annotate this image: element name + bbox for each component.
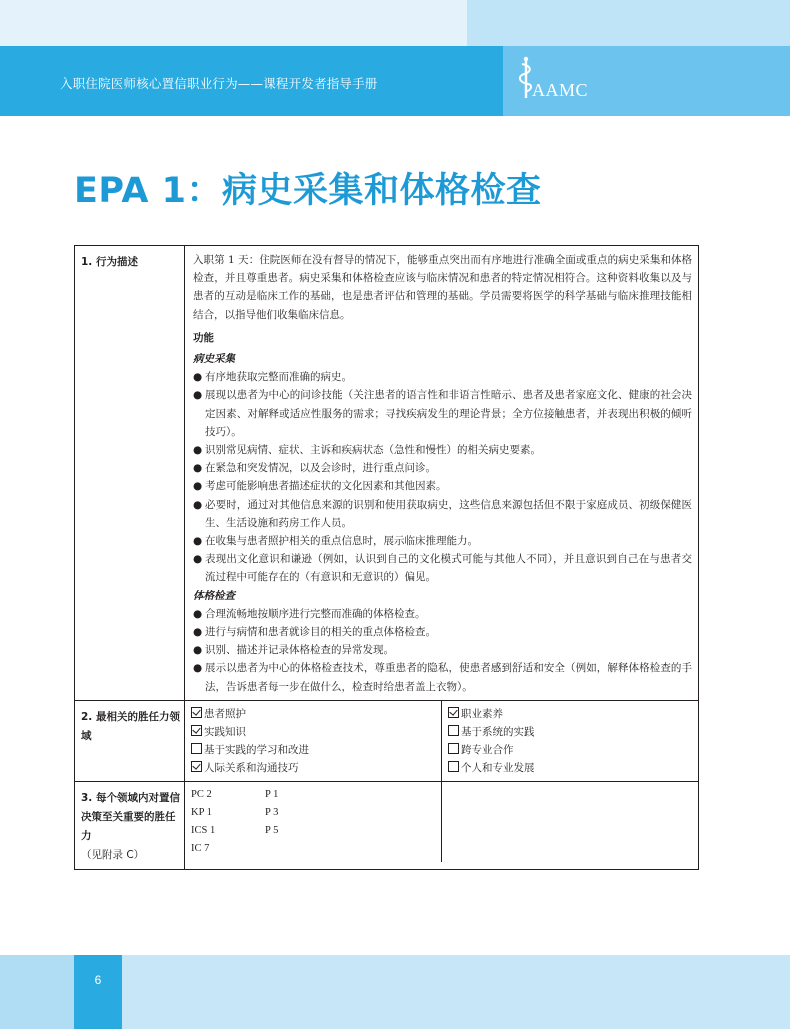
bullet-icon: ● (193, 662, 203, 675)
domain-item (191, 723, 435, 741)
domain-item (448, 723, 692, 741)
checked-box-icon (191, 725, 202, 736)
domain-label: 患者照护 (204, 707, 246, 720)
list-item (193, 623, 692, 641)
list-item (193, 496, 692, 532)
history-label: 病史采集 (193, 353, 235, 366)
row-heading-text: 3. 每个领域内对置信决策至关重要的胜任力 (81, 791, 180, 842)
list-item-text: 展示以患者为中心的体格检查技术，尊重患者的隐私，使患者感到舒适和安全（例如，解释体格检查的手法，告诉患者每一步在做什么，检查时给患者盖上衣物）。 (205, 662, 692, 693)
domain-label: 实践知识 (204, 726, 246, 739)
list-item-text: 进行与病情和患者就诊目的相关的重点体格检查。 (205, 626, 436, 639)
competency-code: PC 2 (191, 788, 212, 800)
logo-text: AAMC (532, 80, 589, 100)
list-item-text: 合理流畅地按顺序进行完整而准确的体格检查。 (205, 607, 426, 620)
competencies-empty-column (441, 782, 698, 862)
appendix-note: （见附录 C） (81, 848, 145, 861)
domain-item (448, 759, 692, 777)
bullet-icon: ● (193, 389, 203, 402)
list-item (193, 659, 692, 695)
list-item (193, 641, 692, 659)
list-item-text: 识别常见病情、症状、主诉和疾病状态（急性和慢性）的相关病史要素。 (205, 444, 541, 457)
empty-box-icon (191, 743, 202, 754)
header-top-accent (467, 0, 790, 46)
competencies-cell (185, 781, 699, 869)
domain-item (448, 741, 692, 759)
list-item (193, 368, 692, 386)
bullet-icon: ● (193, 371, 203, 384)
list-item (193, 605, 692, 623)
exam-list (193, 605, 692, 696)
list-item-text: 有序地获取完整而准确的病史。 (205, 371, 352, 384)
competency-codes (191, 786, 435, 859)
functions-label: 功能 (193, 331, 214, 344)
page-title: EPA 1：病史采集和体格检查 (74, 171, 542, 211)
domains-right-column (441, 701, 698, 781)
domain-item (191, 759, 435, 777)
domain-label: 个人和专业发展 (461, 762, 535, 775)
empty-box-icon (448, 761, 459, 772)
competency-code: P 1 (265, 788, 279, 800)
row-heading-domains (75, 700, 185, 781)
bullet-icon: ● (193, 626, 203, 639)
list-item (193, 532, 692, 550)
competency-code: IC 7 (191, 843, 210, 855)
bullet-icon: ● (193, 535, 203, 548)
footer-left-band (0, 955, 74, 1029)
list-item (193, 550, 692, 586)
epa-table (74, 245, 699, 870)
row-heading-text: 2. 最相关的胜任力领域 (81, 710, 180, 742)
domain-label: 基于实践的学习和改进 (204, 744, 309, 757)
page-number: 6 (94, 973, 102, 987)
list-item-text: 在收集与患者照护相关的重点信息时，展示临床推理能力。 (205, 535, 478, 548)
list-item (193, 477, 692, 495)
domain-label: 职业素养 (461, 707, 503, 720)
table-row-behavior (75, 246, 699, 701)
row-heading-competencies (75, 781, 185, 869)
domain-item (191, 741, 435, 759)
domain-label: 人际关系和沟通技巧 (204, 762, 299, 775)
checked-box-icon (448, 707, 459, 718)
list-item-text: 必要时，通过对其他信息来源的识别和使用获取病史，这些信息来源包括但不限于家庭成员、初级保健医生、生活设施和药房工作人员。 (205, 498, 692, 529)
checked-box-icon (191, 707, 202, 718)
bullet-icon: ● (193, 607, 203, 620)
competency-code: KP 1 (191, 806, 212, 818)
empty-box-icon (448, 743, 459, 754)
competency-code: ICS 1 (191, 825, 216, 837)
bullet-icon: ● (193, 444, 203, 457)
bullet-icon: ● (193, 462, 203, 475)
empty-box-icon (448, 725, 459, 736)
list-item-text: 在紧急和突发情况，以及会诊时，进行重点问诊。 (205, 462, 436, 475)
domain-item (191, 705, 435, 723)
list-item-text: 考虑可能影响患者描述症状的文化因素和其他因素。 (205, 480, 447, 493)
checked-box-icon (191, 761, 202, 772)
bullet-icon: ● (193, 480, 203, 493)
exam-label: 体格检查 (193, 589, 235, 602)
table-row-competencies (75, 781, 699, 869)
bullet-icon: ● (193, 644, 203, 657)
domains-cell (185, 700, 699, 781)
list-item (193, 459, 692, 477)
domain-label: 基于系统的实践 (461, 726, 535, 739)
competency-code: P 3 (265, 806, 279, 818)
behavior-description: 入职第 1 天：住院医师在没有督导的情况下，能够重点突出而有序地进行准确全面或重点的病史采集和体格检查，并且尊重患者。病史采集和体格检查应该与临床情况和患者的特定情况相符合。这种资料收集以及与患者的互动是临床工作的基础，也是患者评估和管理的基础。学员需要将医学的科学基础与临床推理技能相结合，以指导他们收集临床信息。 (193, 254, 692, 321)
aamc-logo (516, 56, 606, 106)
footer-page-box (74, 955, 122, 1029)
list-item-text: 识别、描述并记录体格检查的异常发现。 (205, 644, 394, 657)
running-header-title: 入职住院医师核心置信职业行为——课程开发者指导手册 (60, 76, 378, 91)
table-row-domains (75, 700, 699, 781)
bullet-icon: ● (193, 553, 203, 566)
history-list (193, 368, 692, 586)
domains-left-column (185, 701, 441, 781)
list-item (193, 386, 692, 441)
competency-code (265, 840, 325, 858)
list-item-text: 展现以患者为中心的问诊技能（关注患者的语言性和非语言性暗示、患者及患者家庭文化、健康的社会决定因素、对解释或适应性服务的需求；寻找疾病发生的理论背景；全方位接触患者，并表现出积极的倾听技巧）。 (205, 389, 692, 438)
domain-label: 跨专业合作 (461, 744, 514, 757)
list-item (193, 441, 692, 459)
list-item-text: 表现出文化意识和谦逊（例如，认识到自己的文化模式可能与其他人不同），并且意识到自己在与患者交流过程中可能存在的（有意识和无意识的）偏见。 (205, 553, 692, 584)
competency-code: P 5 (265, 825, 279, 837)
behavior-cell (185, 246, 699, 701)
bullet-icon: ● (193, 498, 203, 511)
row-heading-text: 1. 行为描述 (81, 256, 138, 268)
row-heading-behavior (75, 246, 185, 701)
domain-item (448, 705, 692, 723)
